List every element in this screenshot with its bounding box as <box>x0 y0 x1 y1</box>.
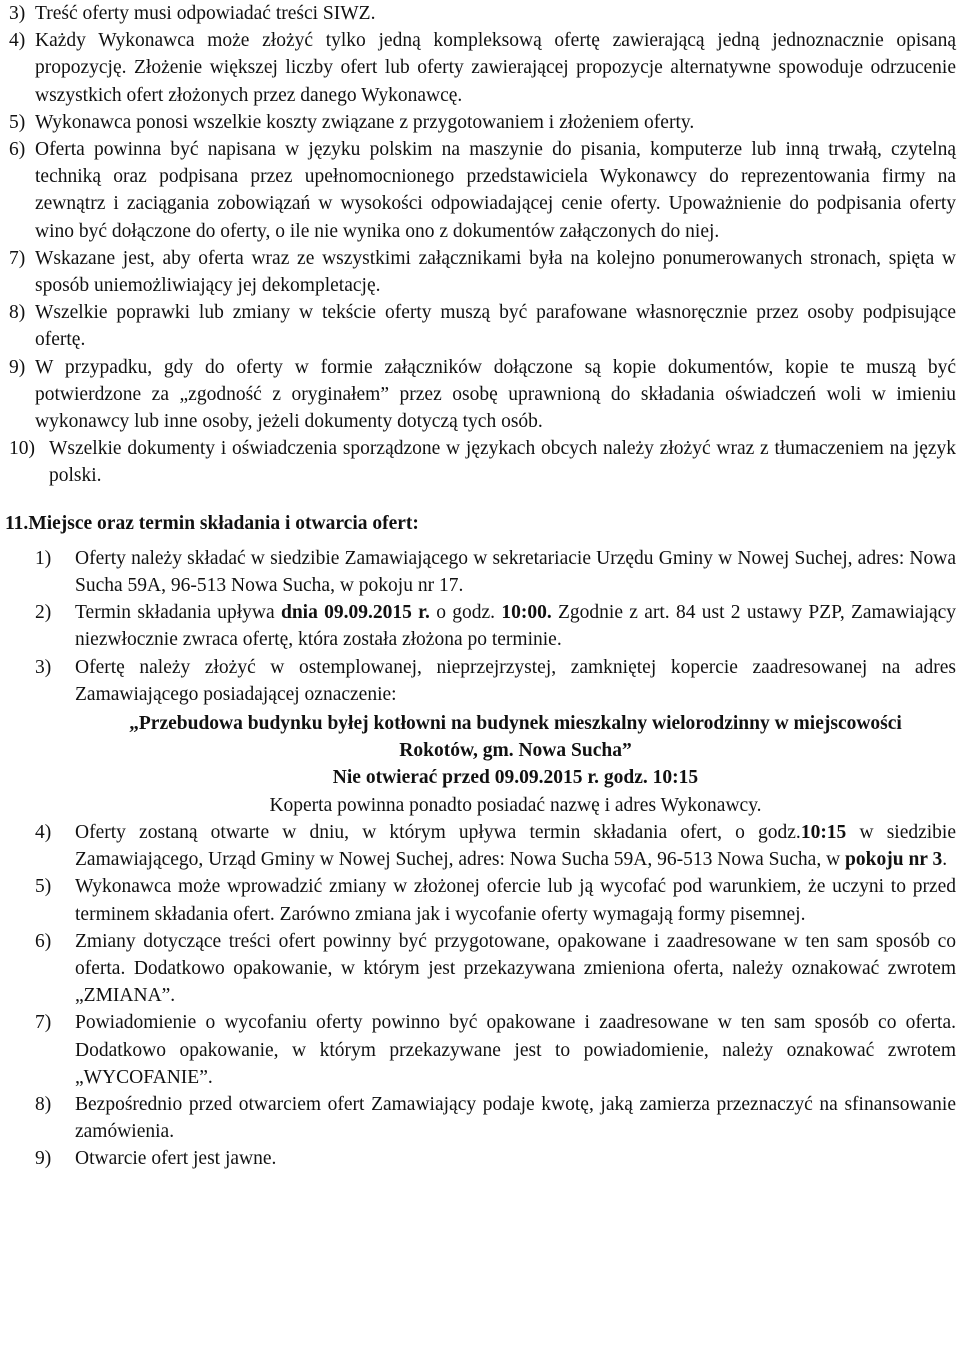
opening-time: 10:15 <box>800 821 847 843</box>
list-item <box>35 654 956 708</box>
item-text: Oferta powinna być napisana w języku polskim na maszynie do pisania, komputerze lub inną trwałą, czytelną techniką oraz podpisana przez upełnomocnionego przedstawiciela Wykonawcy do reprezentowania firmy na zewnątrz i zaciągania zobowiązań w wysokości odpowiadającej cenie oferty. Upoważnienie do podpisania oferty wino być dołączone do oferty, o ile nie wynika ono z dokumentów załączonych do niej. <box>35 139 956 242</box>
list-item <box>9 27 956 109</box>
list-opening-terms <box>9 545 956 1173</box>
list-item <box>35 1009 956 1091</box>
item-number: 9) <box>9 356 26 378</box>
deadline-date: dnia 09.09.2015 r. <box>280 602 430 624</box>
list-item <box>35 1145 956 1172</box>
item-number: 7) <box>35 1012 52 1034</box>
envelope-label-note: Koperta powinna ponadto posiadać nazwę i adres Wykonawcy. <box>269 794 762 816</box>
item-text: Wykonawca ponosi wszelkie koszty związane z przygotowaniem i złożeniem oferty. <box>35 111 695 133</box>
item-text: Bezpośrednio przed otwarciem ofert Zamawiający podaje kwotę, jaką zamierza przeznaczyć na sfinansowanie zamówienia. <box>75 1093 956 1143</box>
item-text: Otwarcie ofert jest jawne. <box>75 1148 277 1170</box>
list-item <box>9 0 956 27</box>
item-number: 5) <box>9 111 26 133</box>
list-item <box>9 109 956 136</box>
item-text: Wszelkie dokumenty i oświadczenia sporządzone w językach obcych należy złożyć wraz z tłumaczeniem na język polski. <box>49 438 956 487</box>
item-text-part: . <box>942 849 948 871</box>
item-text-part: Zgodnie z art. 84 ust 2 ustawy PZP, Zamawiający niezwłocznie zwraca ofertę, która została złożona po terminie. <box>75 602 957 651</box>
list-item <box>35 819 956 873</box>
item-text-part: w siedzibie Zamawiającego, Urząd Gminy w Nowej Suchej, adres: Nowa Sucha 59A, 96-513 Nowa Sucha, w <box>75 821 956 871</box>
list-item <box>9 136 956 245</box>
item-number: 4) <box>9 30 26 52</box>
item-number: 3) <box>9 3 26 24</box>
item-text: Treść oferty musi odpowiadać treści SIWZ. <box>35 3 376 24</box>
item-number: 7) <box>9 247 26 269</box>
list-item <box>9 354 956 436</box>
item-number: 10) <box>9 438 35 460</box>
list-requirements <box>9 0 956 490</box>
section-title: Miejsce oraz termin składania i otwarcia ofert: <box>28 512 419 534</box>
item-text: Powiadomienie o wycofaniu oferty powinno być opakowane i zaadresowane w ten sam sposób co oferta. Dodatkowo opakowanie, w którym przekazywane jest to powiadomienie, należy oznakować zwrotem „WYCOFANIE”. <box>75 1012 956 1088</box>
list-item <box>35 873 956 927</box>
item-text-part: Termin składania upływa <box>75 602 281 624</box>
item-text: Ofertę należy złożyć w ostemplowanej, nieprzejrzystej, zamkniętej kopercie zaadresowanej na adres Zamawiającego posiadającej oznaczenie: <box>75 656 956 705</box>
list-item <box>35 1091 956 1145</box>
section-number: 11. <box>5 512 29 534</box>
item-text: Wszelkie poprawki lub zmiany w tekście oferty muszą być parafowane własnoręcznie przez osoby podpisujące ofertę. <box>35 302 956 351</box>
item-text: Zmiany dotyczące treści ofert powinny być przygotowane, opakowane i zaadresowane w ten sam sposób co oferta. Dodatkowo opakowanie, w którym jest przekazywana zmieniona oferta, należy oznakować zwrotem „ZMIANA”. <box>75 930 956 1007</box>
section-heading <box>5 510 956 537</box>
item-text: Wskazane jest, aby oferta wraz ze wszystkimi załącznikami była na kolejno ponumerowanych stronach, spięta w sposób uniemożliwiający jej dekompletację. <box>35 247 956 297</box>
item-number: 3) <box>35 656 52 678</box>
room-number: pokoju nr 3 <box>845 849 943 871</box>
item-number: 5) <box>35 876 52 898</box>
item-text: Oferty należy składać w siedzibie Zamawiającego w sekretariacie Urzędu Gminy w Nowej Suchej, adres: Nowa Sucha 59A, 96-513 Nowa Sucha, w pokoju nr 17. <box>75 547 956 597</box>
item-text: W przypadku, gdy do oferty w formie załączników dołączone są kopie dokumentów, kopie te muszą być potwierdzone za „zgodność z oryginałem” przez osobę uprawnioną do składania oświadczeń woli w imieniu wykonawcy lub inne osoby, jeżeli dokumenty dotyczą tych osób. <box>35 356 956 433</box>
deadline-time: 10:00. <box>501 602 552 624</box>
list-item <box>35 545 956 599</box>
item-number: 4) <box>35 821 52 843</box>
item-number: 6) <box>9 139 26 161</box>
item-text-part: o godz. <box>429 602 502 624</box>
item-number: 8) <box>9 302 26 324</box>
list-item <box>35 599 956 653</box>
item-text-part: Oferty zostaną otwarte w dniu, w którym upływa termin składania ofert, o godz. <box>75 821 801 843</box>
envelope-label-date: Nie otwierać przed 09.09.2015 r. godz. 10:15 <box>332 767 699 789</box>
item-number: 2) <box>35 602 52 624</box>
item-number: 8) <box>35 1093 52 1115</box>
item-text: Wykonawca może wprowadzić zmiany w złożonej ofercie lub ją wycofać pod warunkiem, że uczyni to przed terminem składania ofert. Zarówno zmiana jak i wycofanie oferty wymagają formy pisemnej. <box>75 876 956 925</box>
list-item <box>9 245 956 299</box>
item-text: Każdy Wykonawca może złożyć tylko jedną kompleksową ofertę zawierającą jedną jednoznacznie opisaną propozycję. Złożenie większej liczby ofert lub oferty zawierającej propozycje alternatywne spowoduje odrzucenie wszystkich ofert złożonych przez danego Wykonawcę. <box>35 30 956 106</box>
envelope-label-title: „Przebudowa budynku byłej kotłowni na budynek mieszkalny wielorodzinny w miejscowości Rokotów, gm. Nowa Sucha” <box>129 713 902 762</box>
list-item <box>35 928 956 1010</box>
item-number: 1) <box>35 547 52 569</box>
list-item <box>9 435 956 489</box>
item-number: 9) <box>35 1148 52 1170</box>
item-number: 6) <box>35 930 52 952</box>
list-item <box>9 299 956 353</box>
